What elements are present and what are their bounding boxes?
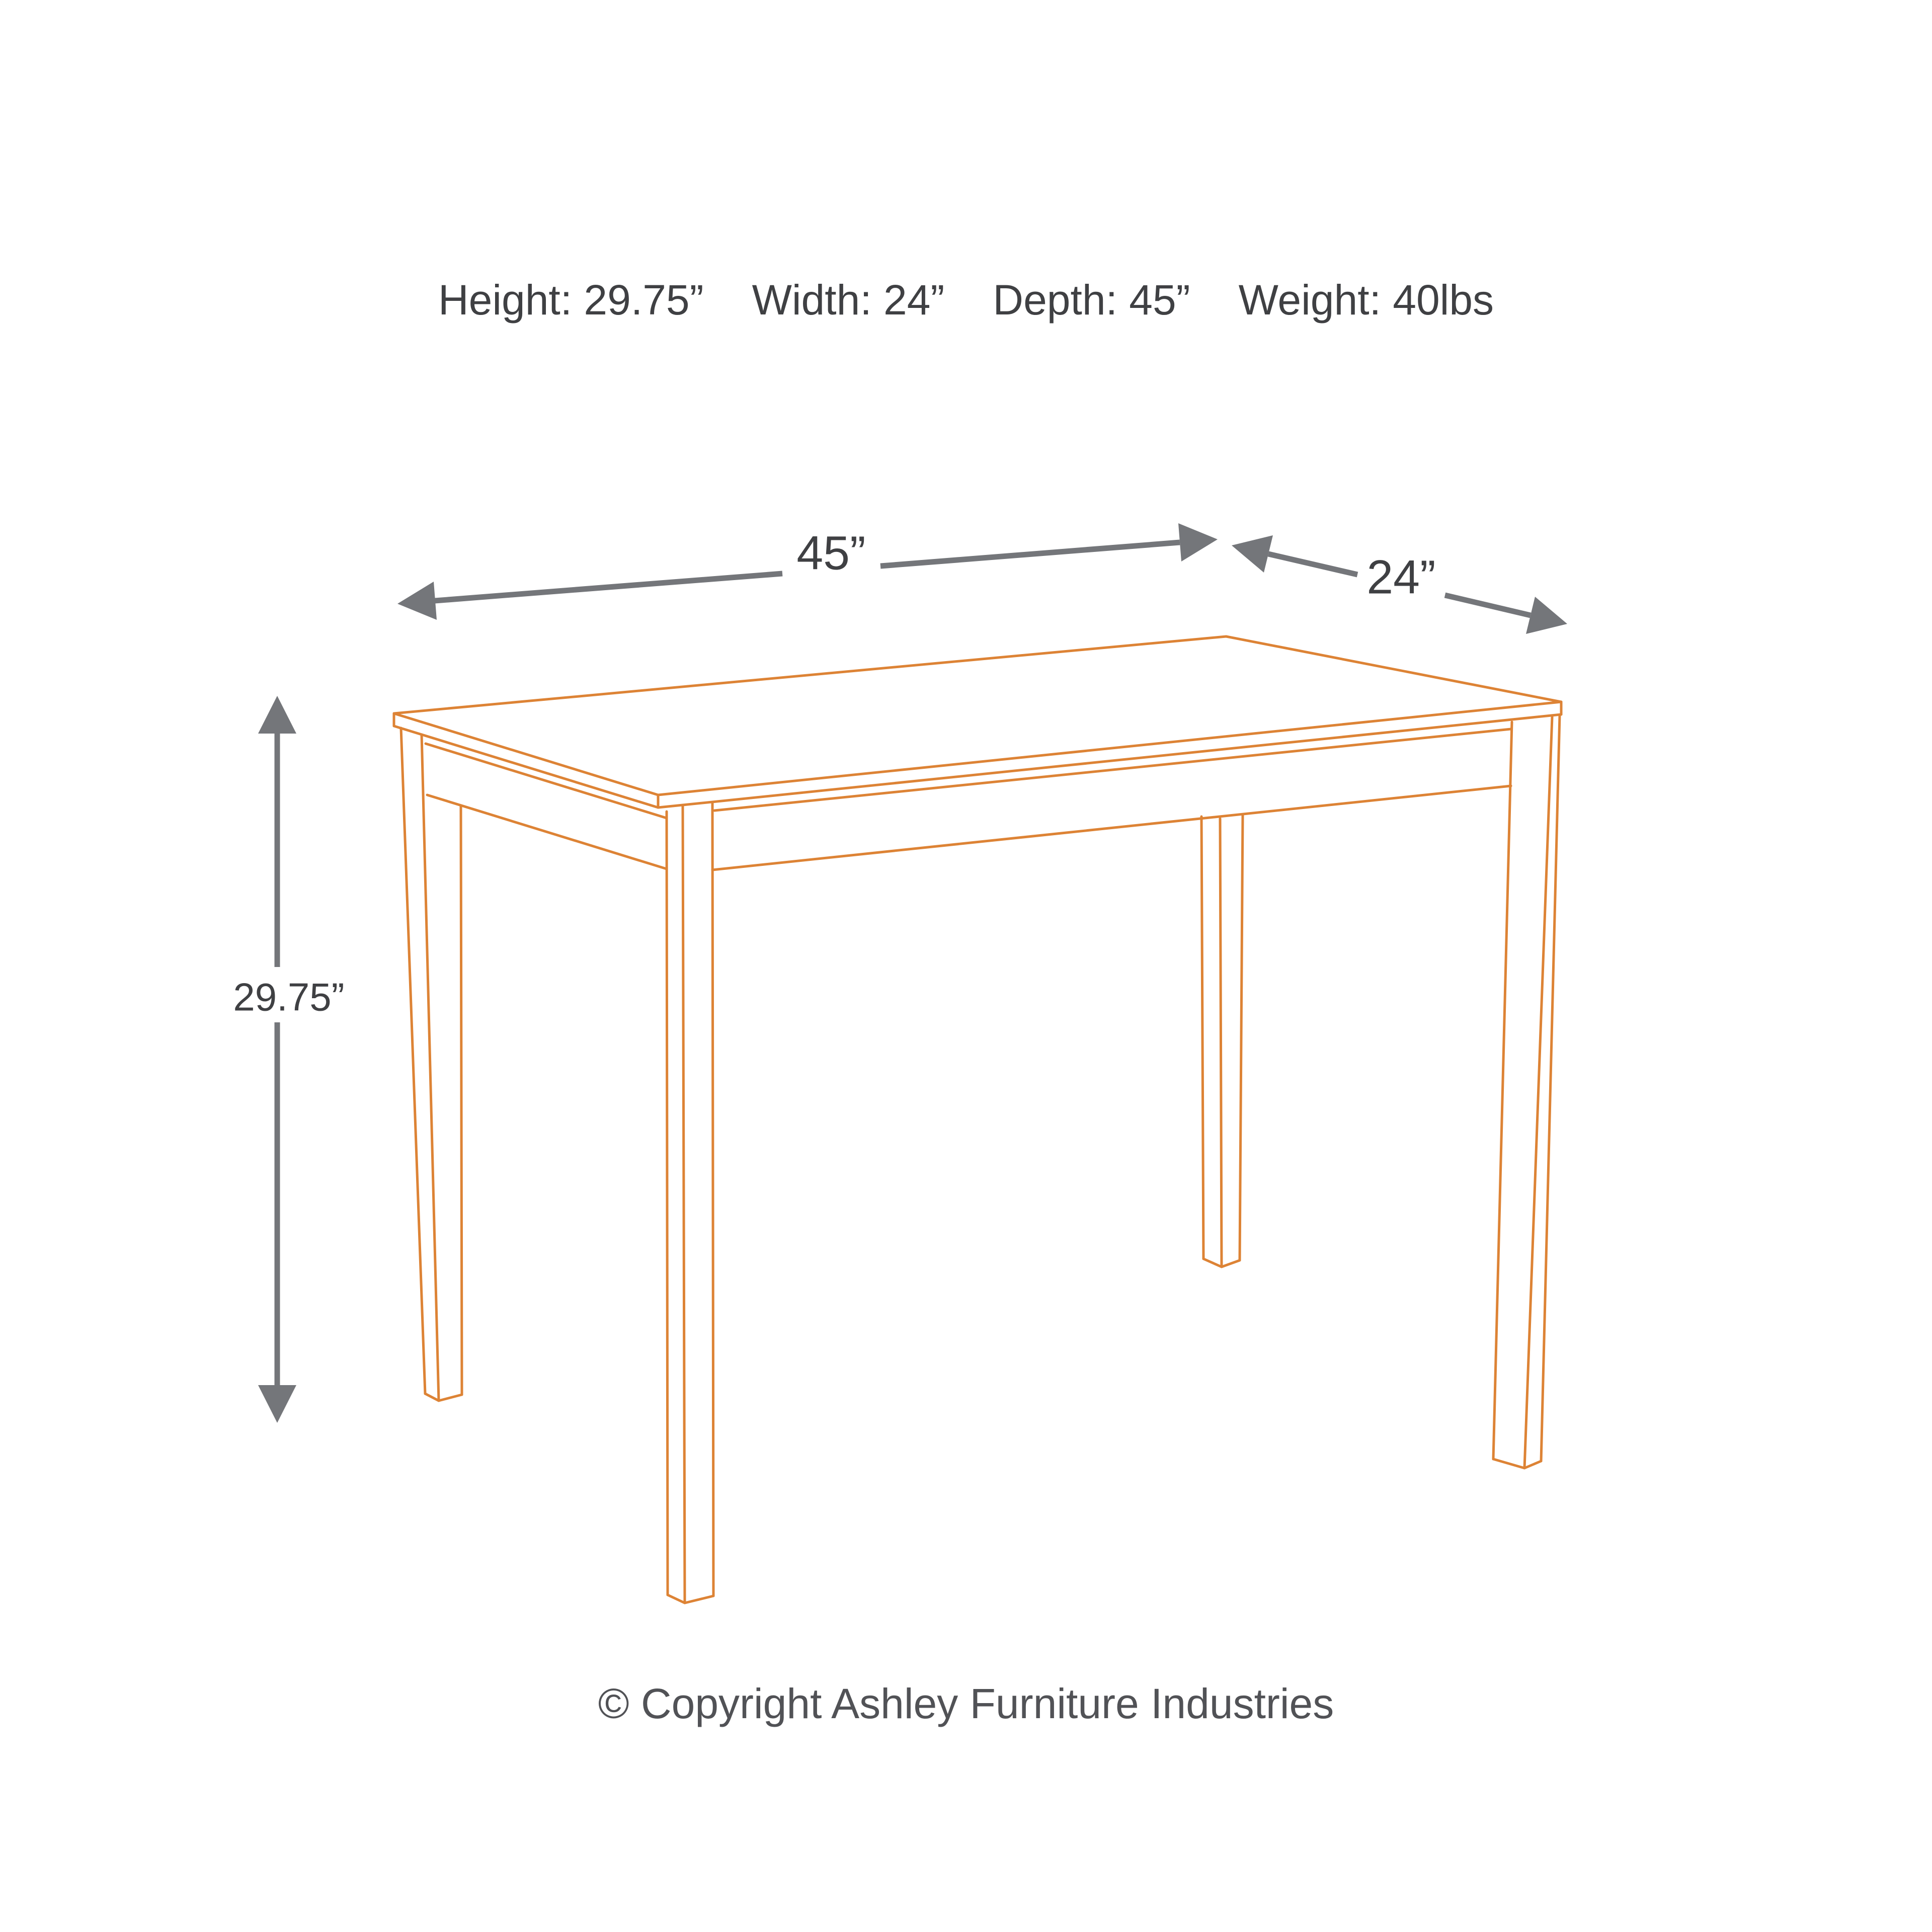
dimension-arrows: [258, 523, 1567, 1423]
arrow-left-icon: [1232, 535, 1273, 573]
height-dimension-label: 29.75”: [233, 975, 345, 1019]
arrow-right-icon: [1526, 597, 1567, 634]
table-top: [394, 636, 1561, 808]
spec-height: Height: 29.75”: [438, 276, 704, 324]
height-dimension-arrow: [258, 696, 296, 1423]
table-wireframe: [394, 636, 1561, 1603]
table-left-leg: [401, 728, 462, 1401]
table-apron: [426, 729, 1511, 870]
table-right-leg: [1493, 715, 1560, 1468]
table-front-leg: [667, 803, 713, 1603]
spec-weight: Weight: 40lbs: [1238, 276, 1494, 324]
arrow-up-icon: [258, 696, 296, 734]
table-back-leg: [1201, 816, 1243, 1267]
spec-depth: Depth: 45”: [993, 276, 1190, 324]
width-dimension-label: 24”: [1366, 550, 1436, 604]
spec-width: Width: 24”: [752, 276, 945, 324]
copyright-text: © Copyright Ashley Furniture Industries: [598, 1680, 1334, 1727]
depth-dimension-label: 45”: [796, 526, 866, 580]
arrow-left-icon: [397, 582, 437, 620]
arrow-right-icon: [1178, 523, 1218, 561]
arrow-down-icon: [258, 1385, 296, 1423]
